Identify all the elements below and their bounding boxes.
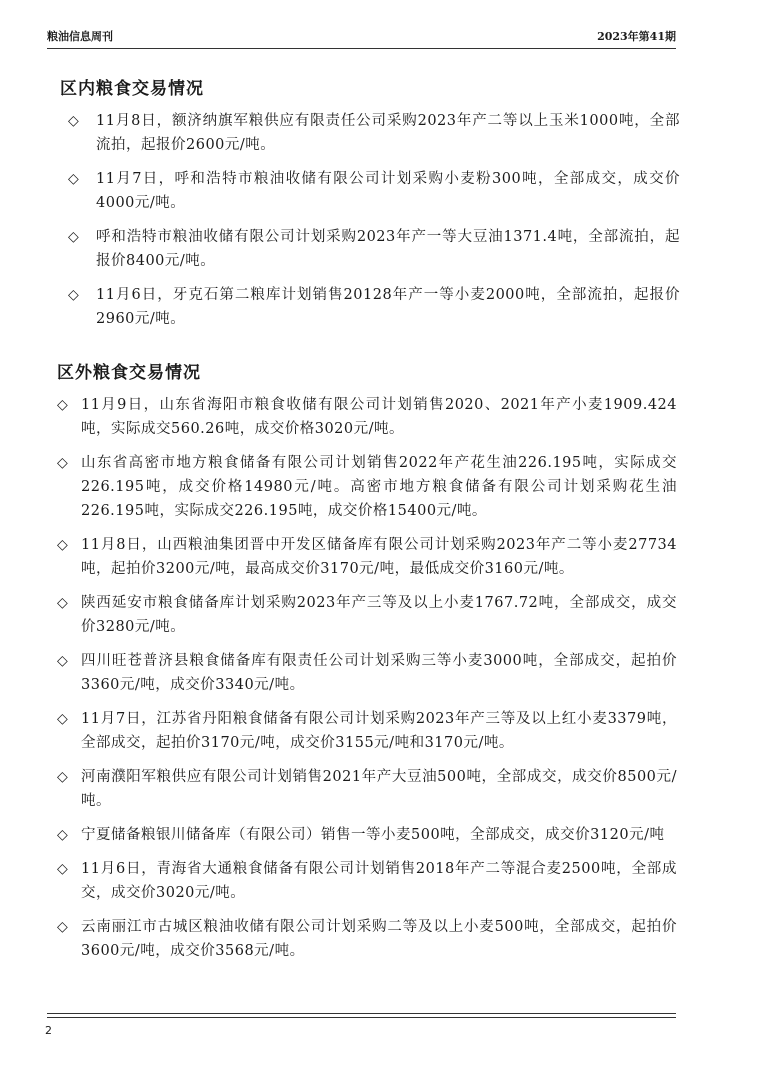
diamond-bullet-icon: ◇ <box>57 769 69 785</box>
list-item <box>57 765 677 813</box>
list-item <box>57 393 677 441</box>
item-text: 11月8日，山西粮油集团晋中开发区储备库有限公司计划采购2023年产二等小麦27734吨，起拍价3200元/吨，最高成交价3170元/吨，最低成交价3160元/吨。 <box>81 537 677 577</box>
list-item <box>57 649 677 697</box>
page-number: 2 <box>45 1024 52 1037</box>
item-text: 11月9日，山东省海阳市粮食收储有限公司计划销售2020、2021年产小麦1909.424吨，实际成交560.26吨，成交价格3020元/吨。 <box>81 397 677 437</box>
header-divider <box>47 48 676 49</box>
list-item <box>60 283 680 331</box>
item-text: 11月6日，青海省大通粮食储备有限公司计划销售2018年产二等混合麦2500吨，全部成交，成交价3020元/吨。 <box>81 861 677 901</box>
item-text: 宁夏储备粮银川储备库（有限公司）销售一等小麦500吨，全部成交，成交价3120元/吨 <box>81 827 665 843</box>
diamond-bullet-icon: ◇ <box>68 287 80 303</box>
list-item <box>60 225 680 273</box>
list-item <box>60 109 680 157</box>
diamond-bullet-icon: ◇ <box>57 537 69 553</box>
item-text: 陕西延安市粮食储备库计划采购2023年产三等及以上小麦1767.72吨，全部成交，成交价3280元/吨。 <box>81 595 677 635</box>
publication-name: 粮油信息周刊 <box>47 30 113 43</box>
item-text: 河南濮阳军粮供应有限公司计划销售2021年产大豆油500吨，全部成交，成交价8500元/吨。 <box>81 769 677 809</box>
list-item <box>57 915 677 963</box>
diamond-bullet-icon: ◇ <box>57 827 69 843</box>
item-text: 11月7日，江苏省丹阳粮食储备有限公司计划采购2023年产三等及以上红小麦3379吨，全部成交，起拍价3170元/吨，成交价3155元/吨和3170元/吨。 <box>81 711 677 751</box>
page-header <box>47 28 676 46</box>
diamond-bullet-icon: ◇ <box>57 455 69 471</box>
item-text: 11月8日，额济纳旗军粮供应有限责任公司采购2023年产二等以上玉米1000吨，全部流拍，起报价2600元/吨。 <box>96 113 680 153</box>
list-item <box>57 823 677 847</box>
diamond-bullet-icon: ◇ <box>57 653 69 669</box>
diamond-bullet-icon: ◇ <box>57 595 69 611</box>
item-text: 四川旺苍普济县粮食储备库有限责任公司计划采购三等小麦3000吨，全部成交，起拍价3360元/吨，成交价3340元/吨。 <box>81 653 677 693</box>
item-text: 11月7日，呼和浩特市粮油收储有限公司计划采购小麦粉300吨，全部成交，成交价4000元/吨。 <box>96 171 680 211</box>
item-text: 云南丽江市古城区粮油收储有限公司计划采购二等及以上小麦500吨，全部成交，起拍价3600元/吨，成交价3568元/吨。 <box>81 919 677 959</box>
item-text: 山东省高密市地方粮食储备有限公司计划销售2022年产花生油226.195吨，实际成交226.195吨，成交价格14980元/吨。高密市地方粮食储备有限公司计划采购花生油226.195吨，实际成交226.195吨，成交价格15400元/吨。 <box>81 455 677 519</box>
footer-divider <box>47 1013 676 1014</box>
diamond-bullet-icon: ◇ <box>68 113 80 129</box>
diamond-bullet-icon: ◇ <box>57 919 69 935</box>
section-title: 区内粮食交易情况 <box>60 79 204 99</box>
section-outside-region-trading <box>57 358 677 973</box>
list-item <box>57 533 677 581</box>
list-item <box>57 451 677 523</box>
list-item <box>60 167 680 215</box>
list-item <box>57 857 677 905</box>
diamond-bullet-icon: ◇ <box>57 711 69 727</box>
diamond-bullet-icon: ◇ <box>68 229 80 245</box>
section-regional-trading <box>60 74 680 341</box>
item-text: 11月6日，牙克石第二粮库计划销售20128年产一等小麦2000吨，全部流拍，起报价2960元/吨。 <box>96 287 680 327</box>
diamond-bullet-icon: ◇ <box>57 397 69 413</box>
trade-list <box>60 109 680 331</box>
list-item <box>57 591 677 639</box>
footer-divider-thin <box>47 1017 676 1018</box>
section-title: 区外粮食交易情况 <box>57 363 201 383</box>
issue-number: 2023年第41期 <box>597 30 676 43</box>
diamond-bullet-icon: ◇ <box>57 861 69 877</box>
item-text: 呼和浩特市粮油收储有限公司计划采购2023年产一等大豆油1371.4吨，全部流拍，起报价8400元/吨。 <box>96 229 680 269</box>
trade-list <box>57 393 677 963</box>
list-item <box>57 707 677 755</box>
diamond-bullet-icon: ◇ <box>68 171 80 187</box>
